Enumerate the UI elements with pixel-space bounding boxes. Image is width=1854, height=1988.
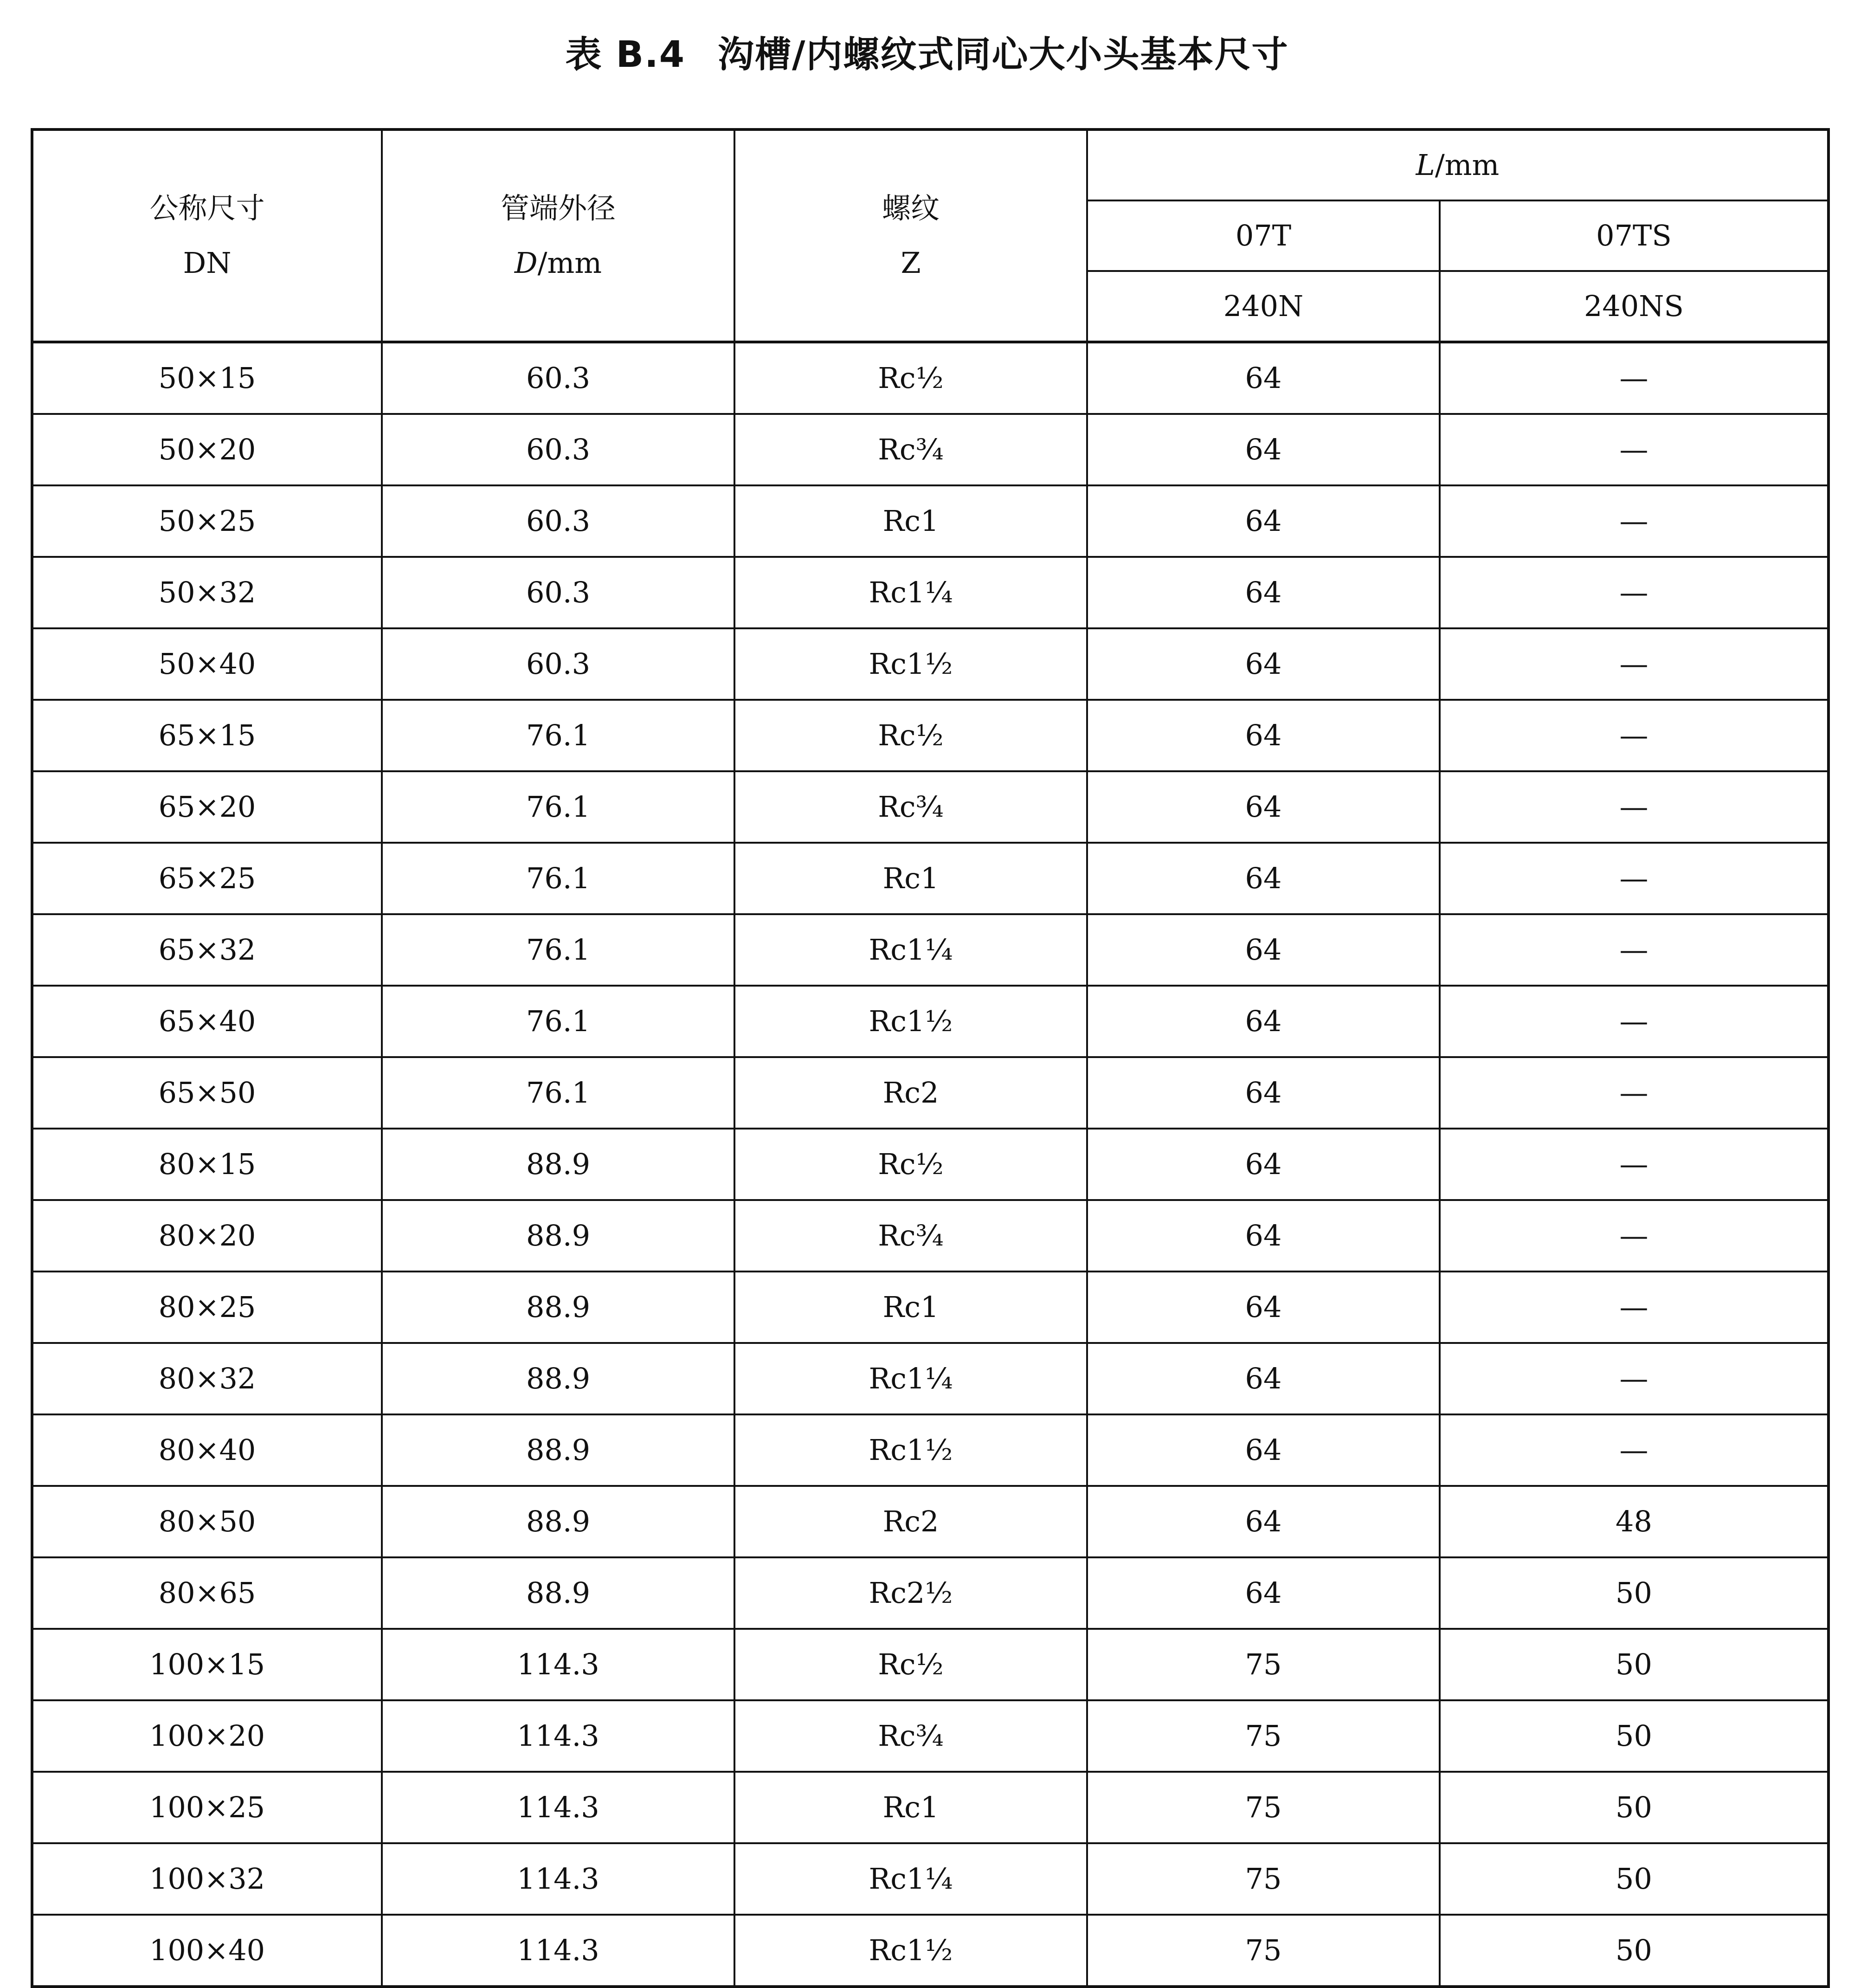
cell-thread: Rc1½ — [734, 1414, 1087, 1486]
cell-length-07ts: 50 — [1440, 1915, 1828, 1987]
cell-outer-diameter: 114.3 — [382, 1700, 734, 1772]
cell-length-07ts: — — [1440, 1414, 1828, 1486]
cell-thread: Rc1 — [734, 485, 1087, 557]
cell-outer-diameter: 88.9 — [382, 1200, 734, 1272]
cell-nominal-size: 65×25 — [32, 843, 382, 914]
cell-thread: Rc1 — [734, 1272, 1087, 1343]
table-row — [32, 1057, 1828, 1129]
cell-length-07t: 75 — [1087, 1700, 1440, 1772]
table-caption — [0, 26, 1854, 77]
header-outer-diameter-symbol: D — [514, 246, 538, 280]
cell-outer-diameter: 60.3 — [382, 557, 734, 628]
table-body — [32, 342, 1828, 1987]
cell-thread: Rc1½ — [734, 628, 1087, 700]
cell-nominal-size: 80×65 — [32, 1557, 382, 1629]
cell-nominal-size: 65×50 — [32, 1057, 382, 1129]
table-number: 表 B.4 — [565, 34, 685, 76]
cell-length-07ts: — — [1440, 986, 1828, 1057]
cell-length-07ts: — — [1440, 700, 1828, 771]
cell-outer-diameter: 76.1 — [382, 843, 734, 914]
cell-outer-diameter: 114.3 — [382, 1772, 734, 1843]
cell-length-07t: 75 — [1087, 1772, 1440, 1843]
cell-nominal-size: 65×15 — [32, 700, 382, 771]
cell-length-07t: 75 — [1087, 1843, 1440, 1915]
cell-nominal-size: 80×50 — [32, 1486, 382, 1557]
cell-length-07ts: — — [1440, 1200, 1828, 1272]
cell-nominal-size: 80×20 — [32, 1200, 382, 1272]
cell-length-07ts: — — [1440, 1272, 1828, 1343]
cell-thread: Rc2 — [734, 1057, 1087, 1129]
cell-outer-diameter: 114.3 — [382, 1843, 734, 1915]
cell-length-07t: 64 — [1087, 1343, 1440, 1414]
cell-length-07t: 64 — [1087, 1200, 1440, 1272]
cell-length-07t: 64 — [1087, 414, 1440, 485]
cell-length-07t: 64 — [1087, 1414, 1440, 1486]
cell-length-07ts: 50 — [1440, 1843, 1828, 1915]
cell-length-07t: 75 — [1087, 1629, 1440, 1700]
cell-nominal-size: 50×40 — [32, 628, 382, 700]
cell-nominal-size: 65×20 — [32, 771, 382, 843]
cell-length-07t: 64 — [1087, 628, 1440, 700]
cell-length-07t: 75 — [1087, 1915, 1440, 1987]
cell-length-07ts: 50 — [1440, 1629, 1828, 1700]
cell-length-07ts: — — [1440, 771, 1828, 843]
cell-thread: Rc1¼ — [734, 1343, 1087, 1414]
table-row — [32, 986, 1828, 1057]
cell-outer-diameter: 88.9 — [382, 1557, 734, 1629]
cell-nominal-size: 100×20 — [32, 1700, 382, 1772]
header-nominal-size — [32, 129, 382, 342]
header-outer-diameter-label: 管端外径 — [500, 191, 616, 226]
cell-outer-diameter: 88.9 — [382, 1486, 734, 1557]
cell-thread: Rc½ — [734, 700, 1087, 771]
cell-length-07ts: — — [1440, 1129, 1828, 1200]
cell-thread: Rc1 — [734, 843, 1087, 914]
header-row-1 — [32, 129, 1828, 200]
cell-length-07t: 64 — [1087, 1129, 1440, 1200]
table-row — [32, 414, 1828, 485]
cell-nominal-size: 100×32 — [32, 1843, 382, 1915]
table-row — [32, 1915, 1828, 1987]
cell-outer-diameter: 114.3 — [382, 1915, 734, 1987]
cell-outer-diameter: 76.1 — [382, 1057, 734, 1129]
cell-outer-diameter: 76.1 — [382, 914, 734, 986]
header-model-07t: 07T — [1087, 200, 1440, 271]
cell-thread: Rc1 — [734, 1772, 1087, 1843]
table-row — [32, 342, 1828, 414]
header-nominal-size-label: 公称尺寸 — [149, 191, 265, 226]
cell-outer-diameter: 60.3 — [382, 628, 734, 700]
table-row — [32, 843, 1828, 914]
cell-thread: Rc½ — [734, 1629, 1087, 1700]
table-row — [32, 1700, 1828, 1772]
cell-thread: Rc¾ — [734, 414, 1087, 485]
cell-nominal-size: 100×25 — [32, 1772, 382, 1843]
header-nominal-size-symbol: DN — [183, 246, 232, 280]
table-row — [32, 557, 1828, 628]
cell-length-07ts: — — [1440, 485, 1828, 557]
cell-length-07t: 64 — [1087, 1557, 1440, 1629]
header-model-07ts: 07TS — [1440, 200, 1828, 271]
table-row — [32, 1343, 1828, 1414]
cell-length-07t: 64 — [1087, 342, 1440, 414]
header-thread-symbol: Z — [901, 246, 921, 280]
cell-thread: Rc1¼ — [734, 1843, 1087, 1915]
cell-length-07ts: — — [1440, 1057, 1828, 1129]
cell-length-07ts: 50 — [1440, 1700, 1828, 1772]
cell-outer-diameter: 88.9 — [382, 1272, 734, 1343]
table-row — [32, 1129, 1828, 1200]
cell-nominal-size: 50×32 — [32, 557, 382, 628]
cell-thread: Rc¾ — [734, 1700, 1087, 1772]
table-row — [32, 1557, 1828, 1629]
header-length — [1087, 129, 1828, 200]
cell-thread: Rc½ — [734, 342, 1087, 414]
cell-length-07t: 64 — [1087, 986, 1440, 1057]
cell-nominal-size: 65×40 — [32, 986, 382, 1057]
cell-outer-diameter: 88.9 — [382, 1414, 734, 1486]
header-length-unit: /mm — [1435, 148, 1500, 182]
cell-length-07t: 64 — [1087, 771, 1440, 843]
cell-nominal-size: 50×20 — [32, 414, 382, 485]
cell-thread: Rc1½ — [734, 986, 1087, 1057]
cell-nominal-size: 80×15 — [32, 1129, 382, 1200]
header-length-symbol: L — [1416, 148, 1435, 182]
cell-outer-diameter: 60.3 — [382, 342, 734, 414]
table-row — [32, 1486, 1828, 1557]
cell-thread: Rc½ — [734, 1129, 1087, 1200]
cell-outer-diameter: 88.9 — [382, 1129, 734, 1200]
cell-thread: Rc1¼ — [734, 557, 1087, 628]
table-header — [32, 129, 1828, 342]
cell-nominal-size: 50×25 — [32, 485, 382, 557]
cell-outer-diameter: 88.9 — [382, 1343, 734, 1414]
cell-nominal-size: 100×40 — [32, 1915, 382, 1987]
table-row — [32, 700, 1828, 771]
cell-length-07ts: — — [1440, 843, 1828, 914]
table-row — [32, 771, 1828, 843]
cell-length-07ts: 48 — [1440, 1486, 1828, 1557]
table-row — [32, 628, 1828, 700]
cell-length-07ts: — — [1440, 914, 1828, 986]
table-row — [32, 1272, 1828, 1343]
cell-length-07t: 64 — [1087, 557, 1440, 628]
table-row — [32, 1414, 1828, 1486]
cell-nominal-size: 80×32 — [32, 1343, 382, 1414]
cell-outer-diameter: 114.3 — [382, 1629, 734, 1700]
cell-thread: Rc¾ — [734, 1200, 1087, 1272]
header-thread — [734, 129, 1087, 342]
cell-length-07t: 64 — [1087, 1057, 1440, 1129]
cell-length-07t: 64 — [1087, 1272, 1440, 1343]
cell-thread: Rc2 — [734, 1486, 1087, 1557]
cell-length-07t: 64 — [1087, 700, 1440, 771]
cell-thread: Rc1½ — [734, 1915, 1087, 1987]
cell-nominal-size: 50×15 — [32, 342, 382, 414]
header-thread-label: 螺纹 — [882, 191, 940, 226]
table-row — [32, 1200, 1828, 1272]
table-row — [32, 914, 1828, 986]
cell-length-07t: 64 — [1087, 843, 1440, 914]
table-row — [32, 1629, 1828, 1700]
cell-length-07t: 64 — [1087, 485, 1440, 557]
header-model-240n: 240N — [1087, 271, 1440, 342]
table-row — [32, 1843, 1828, 1915]
cell-outer-diameter: 60.3 — [382, 485, 734, 557]
cell-outer-diameter: 76.1 — [382, 771, 734, 843]
cell-length-07ts: — — [1440, 557, 1828, 628]
header-outer-diameter-unit: /mm — [537, 246, 602, 280]
cell-thread: Rc¾ — [734, 771, 1087, 843]
cell-length-07t: 64 — [1087, 1486, 1440, 1557]
cell-outer-diameter: 76.1 — [382, 700, 734, 771]
table-row — [32, 485, 1828, 557]
cell-length-07ts: 50 — [1440, 1557, 1828, 1629]
cell-length-07ts: — — [1440, 628, 1828, 700]
table-row — [32, 1772, 1828, 1843]
cell-length-07ts: 50 — [1440, 1772, 1828, 1843]
cell-length-07t: 64 — [1087, 914, 1440, 986]
header-outer-diameter — [382, 129, 734, 342]
cell-nominal-size: 65×32 — [32, 914, 382, 986]
cell-length-07ts: — — [1440, 342, 1828, 414]
cell-nominal-size: 80×25 — [32, 1272, 382, 1343]
cell-length-07ts: — — [1440, 414, 1828, 485]
cell-thread: Rc1¼ — [734, 914, 1087, 986]
cell-nominal-size: 100×15 — [32, 1629, 382, 1700]
table-title: 沟槽/内螺纹式同心大小头基本尺寸 — [718, 34, 1289, 76]
cell-nominal-size: 80×40 — [32, 1414, 382, 1486]
dimension-table — [31, 128, 1830, 1988]
cell-length-07ts: — — [1440, 1343, 1828, 1414]
cell-thread: Rc2½ — [734, 1557, 1087, 1629]
header-outer-diameter-unit-line — [383, 236, 734, 290]
header-model-240ns: 240NS — [1440, 271, 1828, 342]
cell-outer-diameter: 60.3 — [382, 414, 734, 485]
cell-outer-diameter: 76.1 — [382, 986, 734, 1057]
